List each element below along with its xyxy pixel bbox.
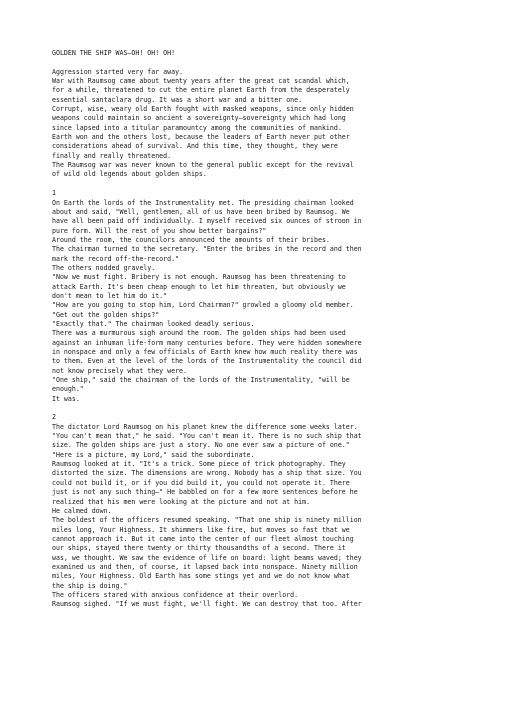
text-line: for a while, threatened to cut the entire planet Earth from the desperately [52, 86, 350, 95]
document-title: GOLDEN THE SHIP WAS—OH! OH! OH! [52, 49, 176, 57]
text-line: The boldest of the officers resumed speaking. "That one ship is ninety million [52, 516, 362, 525]
text-line: He calmed down. [52, 506, 112, 515]
text-line: not know precisely what they were. [52, 366, 187, 375]
text-line: Corrupt, wise, weary old Earth fought with masked weapons, since only hidden [52, 105, 354, 114]
spacer [52, 58, 472, 67]
intro-block [52, 68, 472, 180]
text-line: just is not any such thing—" He babbled on for a few more sentences before he [52, 488, 358, 497]
text-line: The others nodded gravely. [52, 263, 156, 272]
text-line: "Here is a picture, my Lord," said the subordinate. [52, 450, 255, 459]
text-line: distorted the size. The dimensions are wrong. Nobody has a ship that size. You [52, 469, 362, 478]
section-1-body [52, 199, 472, 405]
text-line: considerations ahead of survival. And this time, they thought, they were [52, 142, 338, 151]
spacer [52, 404, 472, 413]
text-line: Earth won and the others lost, because the leaders of Earth never put other [52, 133, 350, 142]
section-2-body [52, 423, 472, 610]
text-line: There was a murmurous sigh around the room. The golden ships had been used [52, 329, 346, 338]
text-line: enough." [52, 385, 84, 394]
text-line: was, we thought. We saw the evidence of life on board: light beams waved; they [52, 553, 362, 562]
text-line: could not build it, or if you did build it, you could not operate it. There [52, 478, 350, 487]
text-line: "How are you going to stop him, Lord Chairman?" growled a gloomy old member. [52, 301, 354, 310]
section-number: 1 [52, 189, 56, 198]
text-line: to them. Even at the level of the lords of the Instrumentality the council did [52, 357, 362, 366]
text-line: "One ship," said the chairman of the lords of the Instrumentality, "will be [52, 376, 350, 385]
text-line: attack Earth. It's been cheap enough to let him threaten, but obviously we [52, 282, 346, 291]
text-line: Raumsog sighed. "If we must fight, we'll fight. We can destroy that too. After [52, 600, 362, 609]
text-line: our ships, stayed there twenty or thirty thousandths of a second. There it [52, 544, 346, 553]
text-line: weapons could maintain so ancient a sovereignty—sovereignty which had long [52, 114, 346, 123]
text-line: pure form. Will the rest of you show better bargains?" [52, 226, 267, 235]
text-line: finally and really threatened. [52, 151, 172, 160]
text-line: "You can't mean that," he said. "You can't mean it. There is no such ship that [52, 432, 362, 441]
text-line: miles, Your Highness. Old Earth has some stings yet and we do not know what [52, 572, 350, 581]
text-line: Raumsog looked at it. "It's a trick. Some piece of trick photography. They [52, 460, 346, 469]
document-page [52, 49, 472, 610]
text-line: in nonspace and only a few officials of Earth knew how much reality there was [52, 348, 358, 356]
text-line: The officers stared with anxious confidence at their overlord. [52, 590, 299, 599]
section-number: 2 [52, 413, 56, 422]
text-line: miles long, Your Highness. It shimmers like fire, but moves so fast that we [52, 525, 350, 534]
text-line: have all been paid off individually. I myself received six ounces of stroon in [52, 217, 362, 226]
text-line: The chairman turned to the secretary. "Enter the bribes in the record and then [52, 245, 362, 254]
text-line: On Earth the lords of the Instrumentality met. The presiding chairman looked [52, 198, 354, 207]
text-line: about and said, "Well, gentlemen, all of us have been bribed by Raumsog. We [52, 207, 350, 216]
text-line: don't mean to let him do it." [52, 291, 168, 300]
text-line: against an inhuman life-form many centuries before. They were hidden somewhere [52, 338, 362, 347]
text-line: Aggression started very far away. [52, 67, 184, 76]
text-line: size. The golden ships are just a story. No one ever saw a picture of one." [52, 441, 350, 450]
text-line: The dictator Lord Raumsog on his planet knew the difference some weeks later. [52, 422, 358, 431]
text-line: examined us and then, of course, it lapsed back into nonspace. Ninety million [52, 562, 358, 571]
text-line: since lapsed into a titular paramountcy among the communities of mankind. [52, 123, 342, 132]
text-line: "Get out the golden ships?" [52, 310, 160, 319]
text-line: It was. [52, 394, 80, 403]
text-line: of wild old legends about golden ships. [52, 170, 207, 179]
text-line: realized that his men were looking at the picture and not at him. [52, 497, 311, 506]
text-line: War with Raumsog came about twenty years after the great cat scandal which, [52, 77, 350, 86]
text-line: "Now we must fight. Bribery is not enough. Raumsog has been threatening to [52, 273, 346, 282]
text-line: essential santaclara drug. It was a short war and a bitter one. [52, 95, 303, 104]
spacer [52, 180, 472, 189]
text-line: mark the record off-the-record." [52, 254, 180, 263]
text-line: cannot approach it. But it came into the center of our fleet almost touching [52, 534, 354, 543]
text-line: Around the room, the councilors announced the amounts of their bribes. [52, 235, 330, 244]
text-line: "Exactly that." The chairman looked deadly serious. [52, 319, 255, 328]
text-line: the ship is doing." [52, 581, 128, 590]
text-line: The Raumsog war was never known to the general public except for the revival [52, 161, 354, 170]
